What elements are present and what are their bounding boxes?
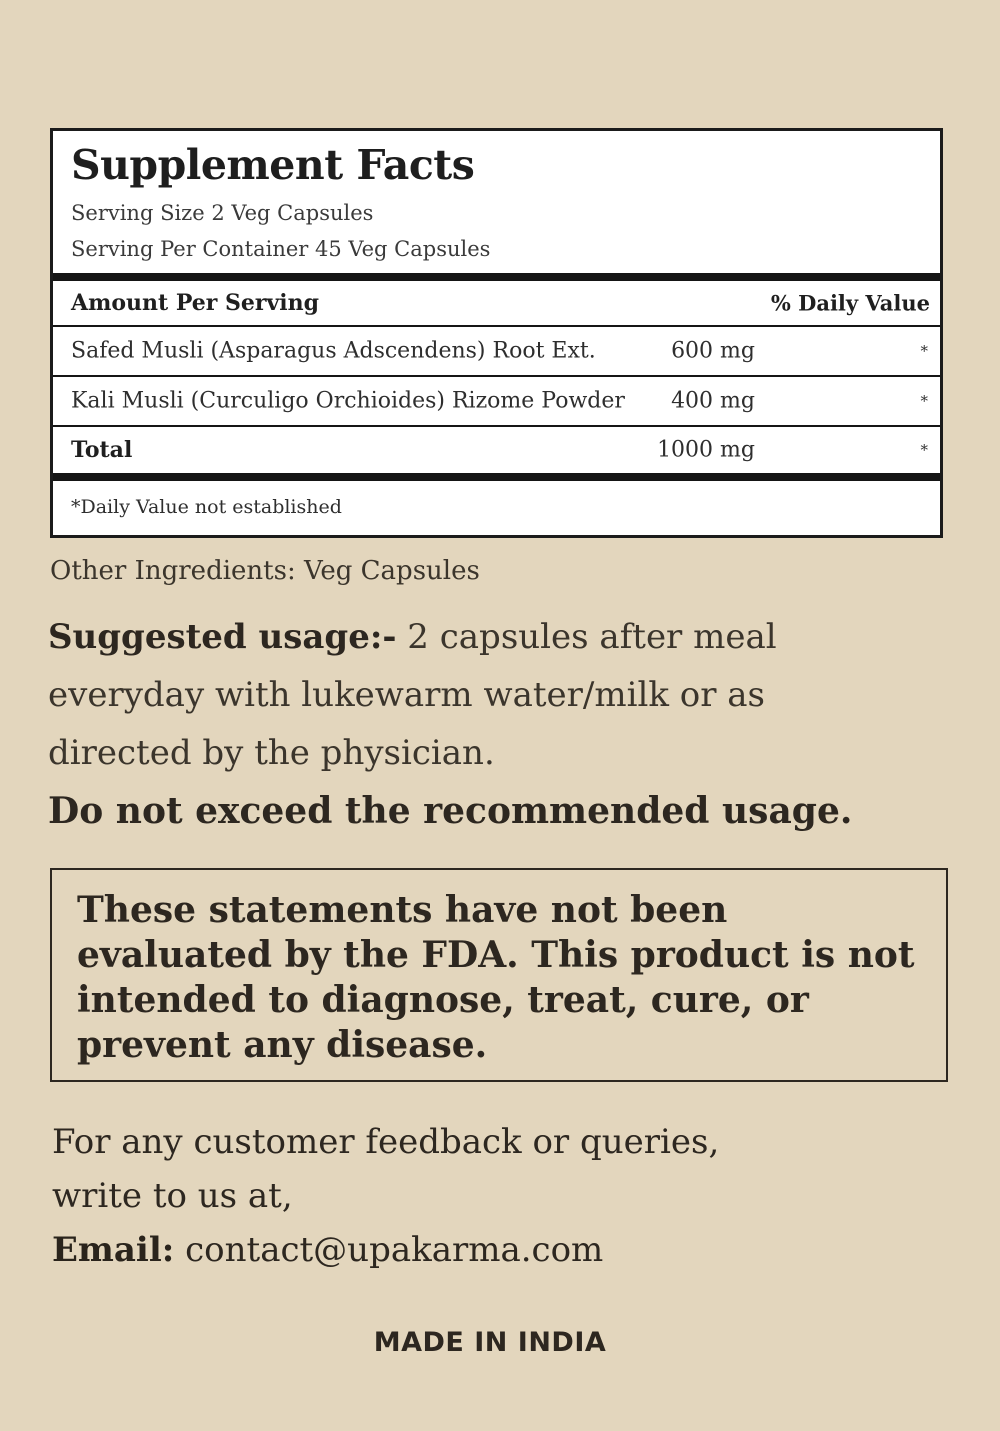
email-address: contact@upakarma.com	[174, 1230, 604, 1270]
thick-divider	[53, 473, 940, 481]
daily-value-label: % Daily Value	[770, 290, 930, 316]
ingredient-name: Safed Musli (Asparagus Adscendens) Root Ext.	[71, 338, 596, 364]
fda-disclaimer-box	[50, 868, 948, 1082]
facts-footnote	[53, 481, 940, 532]
contact-email-line	[52, 1223, 852, 1277]
ingredient-row	[53, 327, 940, 377]
servings-per-container: Serving Per Container 45 Veg Capsules	[71, 237, 491, 261]
usage-warning: Do not exceed the recommended usage.	[48, 790, 853, 832]
total-row	[53, 427, 940, 473]
fda-disclaimer-text: These statements have not been evaluated by the FDA. This product is not intended to diagnose, treat, cure, or prevent any disease.	[77, 889, 915, 1066]
contact-line-2: write to us at,	[52, 1176, 293, 1216]
serving-size: Serving Size 2 Veg Capsules	[71, 201, 374, 225]
email-label: Email:	[52, 1230, 175, 1270]
total-label: Total	[71, 437, 133, 463]
thick-divider	[53, 273, 940, 281]
ingredient-amount: 600 mg	[671, 338, 755, 364]
total-amount: 1000 mg	[657, 437, 755, 463]
suggested-usage	[48, 608, 848, 782]
usage-label: Suggested usage:-	[48, 617, 397, 657]
ingredient-name: Kali Musli (Curculigo Orchioides) Rizome Powder	[71, 388, 625, 414]
ingredient-row	[53, 377, 940, 427]
contact-line-1: For any customer feedback or queries,	[52, 1122, 720, 1162]
ingredient-daily-value: *	[920, 342, 928, 360]
made-in-label: MADE IN INDIA	[373, 1327, 607, 1358]
contact-info	[52, 1115, 852, 1277]
amount-per-serving-label: Amount Per Serving	[71, 290, 320, 316]
other-ingredients: Other Ingredients: Veg Capsules	[50, 556, 480, 586]
facts-header	[53, 131, 940, 273]
facts-title: Supplement Facts	[71, 141, 475, 189]
supplement-facts-panel	[50, 128, 943, 538]
footnote-text: *Daily Value not established	[71, 495, 342, 518]
ingredient-amount: 400 mg	[671, 388, 755, 414]
usage-text: 2 capsules after meal everyday with lukewarm water/milk or as directed by the physician.	[48, 617, 777, 773]
ingredient-daily-value: *	[920, 392, 928, 410]
total-daily-value: *	[920, 441, 928, 459]
facts-column-header	[53, 281, 940, 327]
